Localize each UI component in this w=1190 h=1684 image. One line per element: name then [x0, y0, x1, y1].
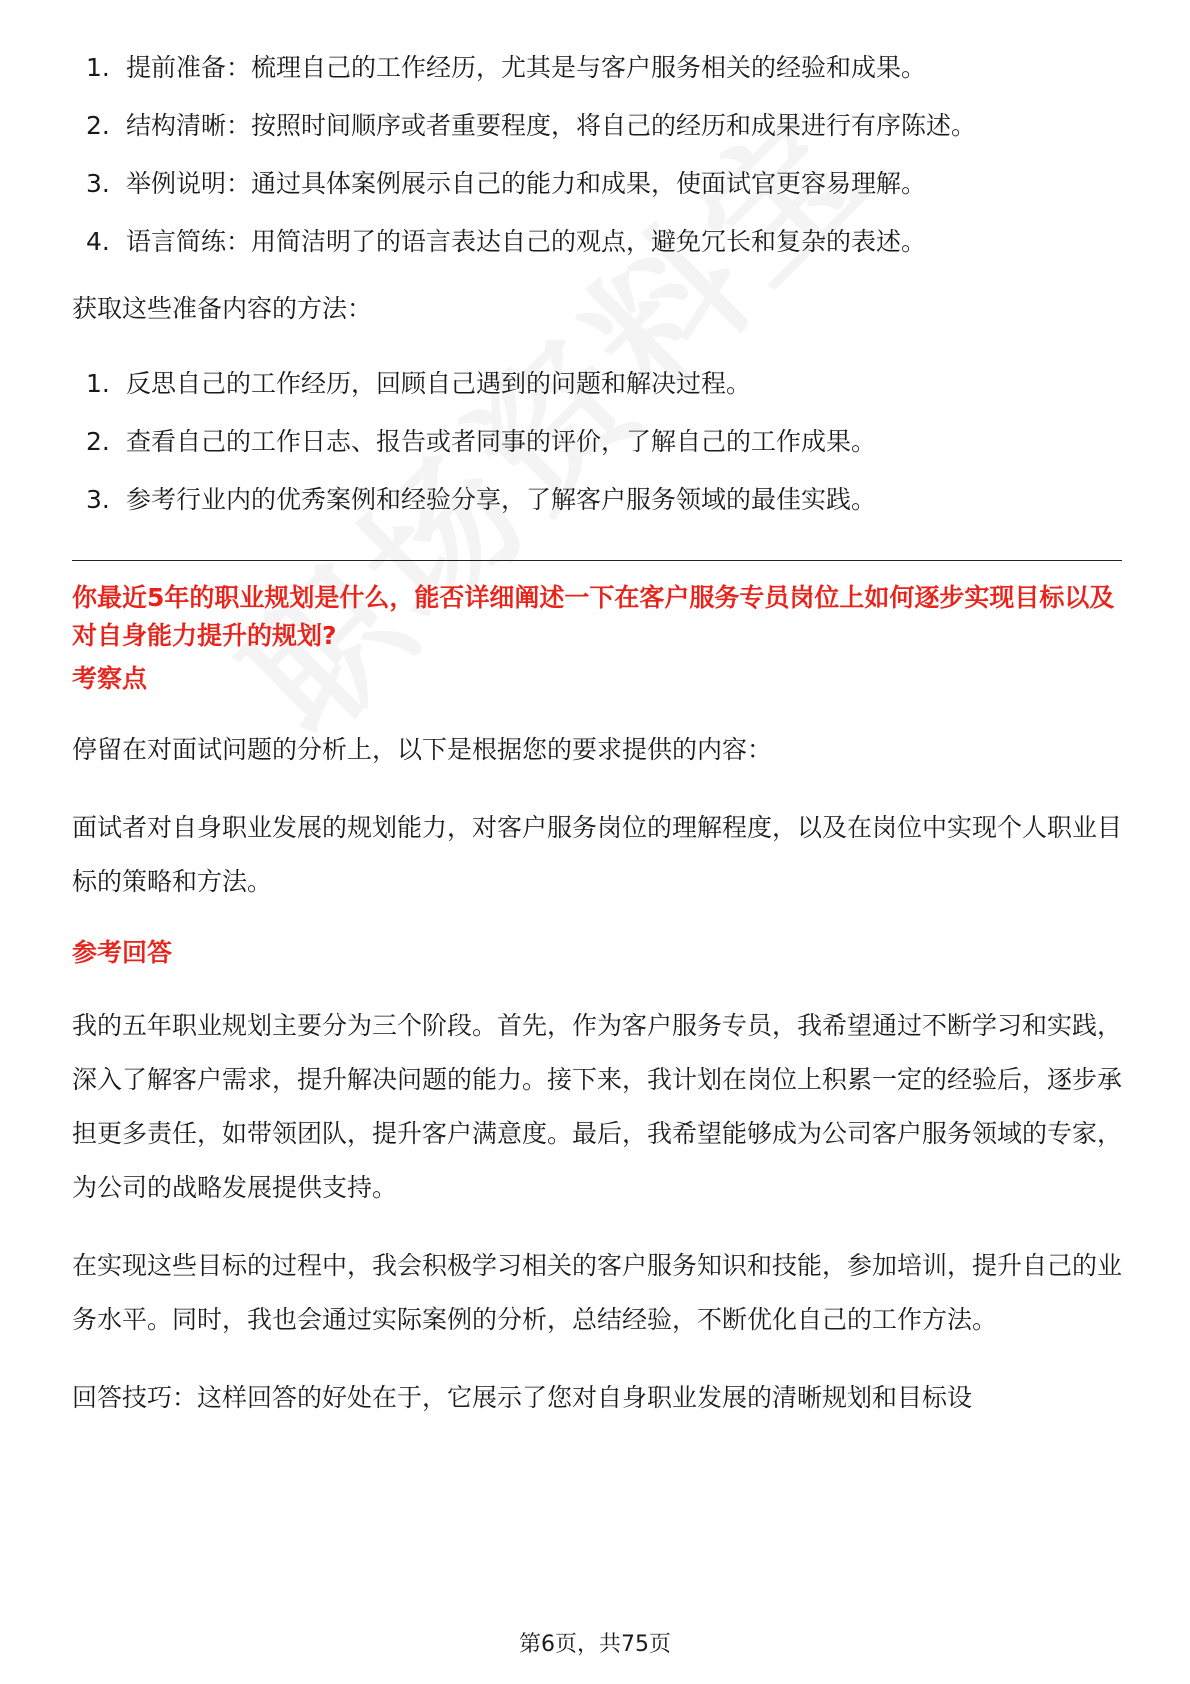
interview-question: 你最近5年的职业规划是什么，能否详细阐述一下在客户服务专员岗位上如何逐步实现目标以及对自身能力提升的规划?	[72, 583, 1115, 650]
methods-intro: 获取这些准备内容的方法：	[72, 294, 373, 323]
list-item-text: 语言简练：用简洁明了的语言表达自己的观点，避免冗长和复杂的表述。	[126, 227, 927, 256]
list-item	[86, 482, 1122, 518]
page-number: 第6页，共75页	[519, 1632, 671, 1657]
list-item-number: 3.	[86, 485, 110, 514]
list-item-number: 2.	[86, 111, 110, 140]
list-item-text: 反思自己的工作经历，回顾自己遇到的问题和解决过程。	[126, 369, 752, 398]
list-item-text: 结构清晰：按照时间顺序或者重要程度，将自己的经历和成果进行有序陈述。	[126, 111, 977, 140]
list-item	[86, 108, 1122, 144]
list-item-text: 查看自己的工作日志、报告或者同事的评价，了解自己的工作成果。	[126, 427, 877, 456]
answer-paragraph: 我的五年职业规划主要分为三个阶段。首先，作为客户服务专员，我希望通过不断学习和实践，深入了解客户需求，提升解决问题的能力。接下来，我计划在岗位上积累一定的经验后，逐步承担更多责任，如带领团队，提升客户满意度。最后，我希望能够成为公司客户服务领域的专家，为公司的战略发展提供支持。	[72, 1011, 1123, 1202]
list-item-number: 3.	[86, 169, 110, 198]
list-item	[86, 424, 1122, 460]
list-item-text: 举例说明：通过具体案例展示自己的能力和成果，使面试官更容易理解。	[126, 169, 927, 198]
list-item-number: 4.	[86, 227, 110, 256]
assessment-description: 面试者对自身职业发展的规划能力，对客户服务岗位的理解程度，以及在岗位中实现个人职业目标的策略和方法。	[72, 813, 1123, 896]
list-item	[86, 166, 1122, 202]
list-item-number: 2.	[86, 427, 110, 456]
list-item-text: 提前准备：梳理自己的工作经历，尤其是与客户服务相关的经验和成果。	[126, 53, 927, 82]
assessment-intro: 停留在对面试问题的分析上，以下是根据您的要求提供的内容：	[72, 735, 773, 764]
list-item-number: 1.	[86, 369, 110, 398]
heading-assessment-points: 考察点	[72, 664, 148, 693]
list-item	[86, 224, 1122, 260]
answer-tips: 回答技巧：这样回答的好处在于，它展示了您对自身职业发展的清晰规划和目标设	[72, 1383, 973, 1412]
list-item	[86, 50, 1122, 86]
answer-paragraph: 在实现这些目标的过程中，我会积极学习相关的客户服务知识和技能，参加培训，提升自己的业务水平。同时，我也会通过实际案例的分析，总结经验，不断优化自己的工作方法。	[72, 1251, 1123, 1334]
list-item	[86, 366, 1122, 402]
methods-list	[72, 366, 1122, 518]
list-item-number: 1.	[86, 53, 110, 82]
section-divider	[72, 560, 1122, 561]
page-content	[72, 50, 1122, 1425]
heading-reference-answer: 参考回答	[72, 938, 173, 967]
preparation-tips-list	[72, 50, 1122, 260]
list-item-text: 参考行业内的优秀案例和经验分享，了解客户服务领域的最佳实践。	[126, 485, 877, 514]
